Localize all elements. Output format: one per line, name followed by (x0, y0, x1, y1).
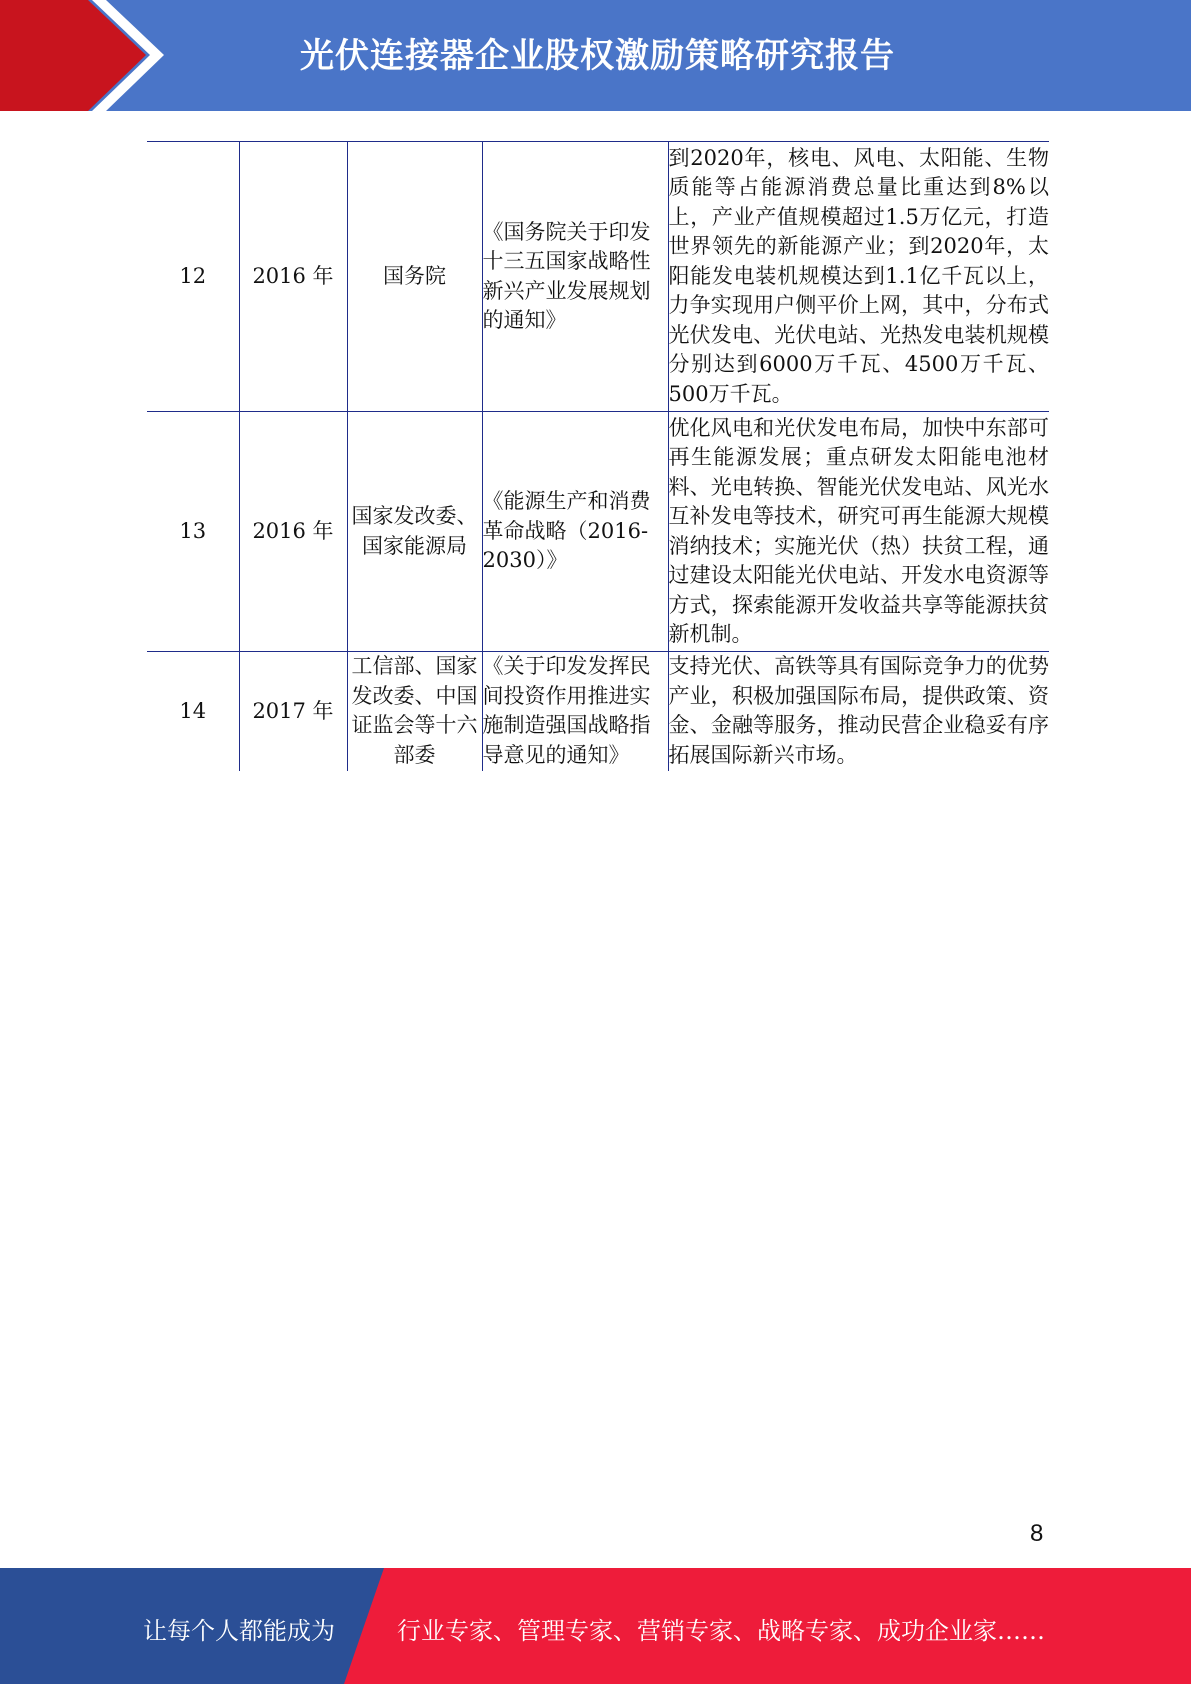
row-content: 优化风电和光伏发电布局，加快中东部可再生能源发展；重点研发太阳能电池材料、光电转换、智能光伏发电站、风光水互补发电等技术，研究可再生能源大规模消纳技术；实施光伏（热）扶贫工程，通过建设太阳能光伏电站、开发水电资源等方式，探索能源开发收益共享等能源扶贫新机制。 (668, 412, 1049, 652)
footer-slogan-right: 行业专家、管理专家、营销专家、战略专家、成功企业家…… (397, 1617, 1045, 1645)
page-number: 8 (1030, 1520, 1044, 1547)
row-content: 到2020年，核电、风电、太阳能、生物质能等占能源消费总量比重达到8%以上，产业产值规模超过1.5万亿元，打造世界领先的新能源产业；到2020年，太阳能发电装机规模达到1.1亿千瓦以上，力争实现用户侧平价上网，其中，分布式光伏发电、光伏电站、光热发电装机规模分别达到6000万千瓦、4500万千瓦、500万千瓦。 (668, 142, 1049, 412)
page-footer (0, 1568, 1191, 1684)
table-row (147, 142, 1049, 412)
row-number: 14 (147, 652, 239, 771)
row-year: 2017 年 (239, 652, 347, 771)
row-department: 工信部、国家发改委、中国证监会等十六部委 (347, 652, 482, 771)
table-row (147, 652, 1049, 771)
row-department: 国家发改委、国家能源局 (347, 412, 482, 652)
row-number: 13 (147, 412, 239, 652)
row-content: 支持光伏、高铁等具有国际竞争力的优势产业，积极加强国际布局，提供政策、资金、金融等服务，推动民营企业稳妥有序拓展国际新兴市场。 (668, 652, 1049, 771)
policy-table (147, 141, 1049, 771)
row-number: 12 (147, 142, 239, 412)
report-title: 光伏连接器企业股权激励策略研究报告 (300, 36, 895, 76)
row-document: 《关于印发发挥民间投资作用推进实施制造强国战略指导意见的通知》 (482, 652, 668, 771)
row-department: 国务院 (347, 142, 482, 412)
footer-slogan-left: 让每个人都能成为 (143, 1617, 335, 1645)
row-document: 《国务院关于印发十三五国家战略性新兴产业发展规划的通知》 (482, 142, 668, 412)
row-year: 2016 年 (239, 142, 347, 412)
row-year: 2016 年 (239, 412, 347, 652)
table-row (147, 412, 1049, 652)
row-document: 《能源生产和消费革命战略（2016-2030）》 (482, 412, 668, 652)
page-header (0, 0, 1191, 111)
header-red-arrow (0, 0, 146, 111)
